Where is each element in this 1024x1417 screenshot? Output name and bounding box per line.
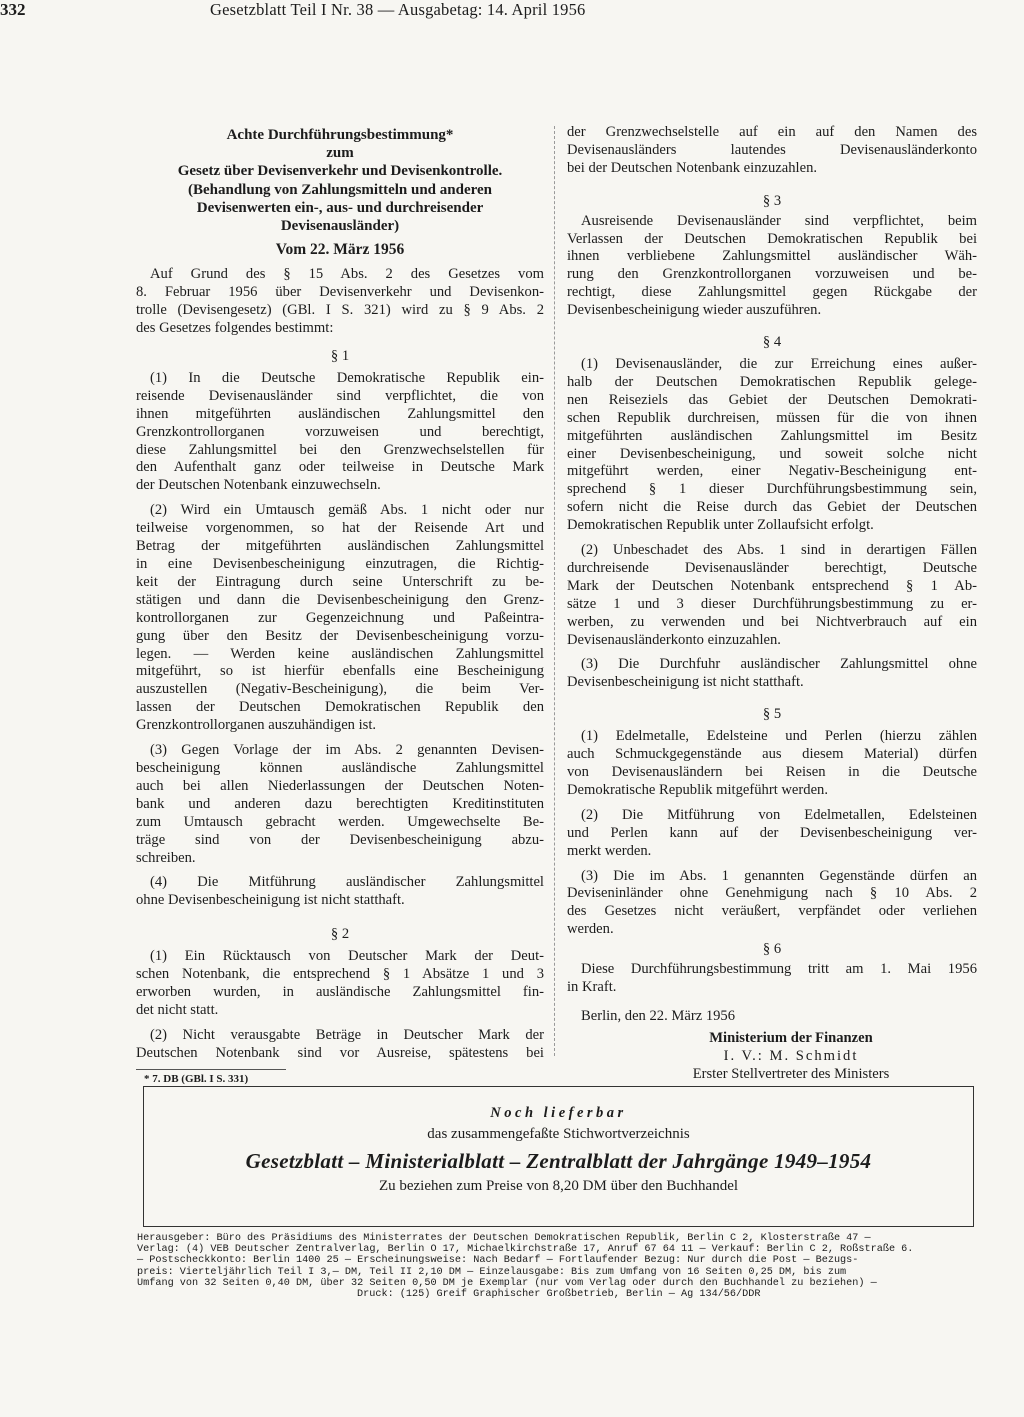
signatory-organization: Ministerium der Finanzen [709,1029,873,1046]
text-line: gung über den Besitz der Devisenbescheinigung vorzu- [136,627,544,644]
imprint [137,1233,979,1300]
text-line: mitgeführt, so ist hierfür ebenfalls eine Bescheinigung [136,663,544,680]
text-line: teilweise vorgenommen, so hat der Reisende Art und [136,520,544,537]
text-line: Demokratischen Republik unter Zollaufsicht erfolgt. [567,517,874,534]
text-line: (4) Die Mitführung ausländischer Zahlungsmittel [150,874,544,891]
text-line: und Perlen kann auf der Devisenbescheinigung ver- [567,824,977,841]
text-line: ihnen verbliebene Zahlungsmittel ausländischer Wäh- [567,248,977,265]
text-line: 8. Februar 1956 über Devisenverkehr und Devisenkon- [136,284,544,301]
signatory-name: I. V.: M. Schmidt [723,1047,859,1064]
ordinance-title [136,126,544,259]
paragraph-5-2 [567,807,977,861]
right-column [567,124,977,1084]
paragraph-1-1 [136,370,544,495]
text-line: Auf Grund des § 15 Abs. 2 des Gesetzes vom [150,266,544,283]
paragraph-2-1 [136,948,544,1020]
left-column [136,126,544,1088]
text-line: mitgeführten ausländischen Zahlungsmittel im Besitz [567,427,977,444]
text-line: werben, zu verwenden und bei Nichtverbrauch auf ein [567,613,977,630]
section-heading-3: § 3 [762,192,782,209]
text-line: (3) Die Durchfuhr ausländischer Zahlungsmittel ohne [581,656,977,673]
text-line: kontrollorganen zur Gegenzeichnung und Paßeintra- [136,609,544,626]
paragraph-1-3 [136,742,544,867]
text-line: werden. [567,921,614,938]
text-line: schen Republik durchreisen, müssen für die von ihnen [567,409,977,426]
text-line: Deviseninländer ohne Genehmigung nach § 10 Abs. 2 [567,885,977,902]
section-heading-6: § 6 [762,941,782,958]
paragraph-3 [567,213,977,320]
text-line: (2) Unbeschadet des Abs. 1 sind in derartigen Fällen [581,542,977,559]
signature-block [567,1030,897,1084]
text-line: des Gesetzes nicht veräußert, verpfändet oder verliehen [567,903,977,920]
notice-price: Zu beziehen zum Preise von 8,20 DM über den Buchhandel [378,1178,739,1194]
text-line: merkt werden. [567,842,652,859]
preamble [136,266,544,338]
text-line: (2) Die Mitführung von Edelmetallen, Edelsteinen [581,806,977,823]
imprint-line: Druck: (125) Greif Graphischer Großbetrieb, Berlin — Ag 134/56/DDR [357,1289,761,1301]
notice-available: Noch lieferbar [490,1105,627,1121]
text-line: schreiben. [136,849,196,866]
title-line: zum [326,145,354,162]
continued-paragraph [567,124,977,178]
text-line: auszustellen (Negativ-Bescheinigung), die beim Ver- [136,681,544,698]
text-line: lassen der Deutschen Demokratischen Republik den [136,699,544,716]
text-line: sätze 1 und 3 dieser Durchführungsbestimmung zu er- [567,595,977,612]
text-line: Demokratische Republik mitgeführt werden. [567,781,828,798]
paragraph-6 [567,961,977,997]
section-heading-4: § 4 [762,334,782,351]
text-line: Mark der Deutschen Notenbank entsprechend § 1 Ab- [567,577,977,594]
text-line: erworben wurden, in ausländische Zahlungsmittel fin- [136,983,544,1000]
text-line: Devisenausländers lautendes Devisenausländerkonto [567,141,977,158]
text-line: zum Umtausch gebracht werden. Umgewechselte Be- [136,813,544,830]
text-line: Devisenausländerkonto einzuzahlen. [567,631,781,648]
text-line: keit der Eintragung durch seine Unterschrift zu be- [136,573,544,590]
text-line: Diese Durchführungsbestimmung tritt am 1. Mai 1956 [581,961,977,978]
text-line: bescheinigung können ausländische Zahlungsmittel [136,759,544,776]
title-line: Achte Durchführungsbestimmung* [226,127,454,143]
imprint-line: — Postscheckkonto: Berlin 1400 25 — Erscheinungsweise: Nach Bedarf — Fortlaufender Bezug: Nur durch die Post — Bezugs- [137,1255,859,1267]
imprint-line: Verlag: (4) VEB Deutscher Zentralverlag, Berlin O 17, Michaelkirchstraße 17, Anruf 67 64 11 — Verkauf: Berlin C 2, Roßstraße 6. [137,1244,914,1256]
imprint-line: Herausgeber: Büro des Präsidiums des Ministerrates der Deutschen Demokratischen Republik, Berlin C 2, Klosterstraße 47 — [137,1233,871,1244]
paragraph-4-2 [567,542,977,649]
gazette-title: Gesetzblatt Teil I Nr. 38 — Ausgabetag: 14. April 1956 [210,0,586,19]
text-line: ihnen mitgeführten ausländischen Zahlungsmittel den [136,405,544,422]
paragraph-1-2 [136,502,544,735]
text-line: halb der Deutschen Demokratischen Republik gelege- [567,373,977,390]
notice-title: Gesetzblatt – Ministerialblatt – Zentralblatt der Jahrgänge 1949–1954 [245,1149,872,1173]
paragraph-4-1 [567,356,977,535]
paragraph-5-3 [567,868,977,940]
text-line: (2) Nicht verausgabte Beträge in Deutscher Mark der [150,1026,544,1043]
text-line: Devisenbescheinigung ist nicht statthaft. [567,674,804,691]
paragraph-5-1 [567,728,977,800]
text-line: den Aufenthalt ganz oder teilweise in Deutsche Mark [136,459,544,476]
text-line: in eine Devisenbescheinigung einzutragen, die Richtig- [136,556,544,573]
text-line: (2) Wird ein Umtausch gemäß Abs. 1 nicht oder nur [150,502,544,519]
text-line: der Deutschen Notenbank einzuwechseln. [136,477,381,494]
text-line: in Kraft. [567,978,617,995]
text-line: (1) Devisenausländer, die zur Erreichung eines außer- [581,355,977,372]
text-line: träge sind von der Devisenbescheinigung abzu- [136,831,544,848]
ordinance-date: Vom 22. März 1956 [275,241,405,259]
paragraph-2-2 [136,1027,544,1063]
text-line: (1) Ein Rücktausch von Deutscher Mark der Deut- [150,948,544,965]
text-line: des Gesetzes folgendes bestimmt: [136,320,334,337]
text-line: stätigen und dann die Devisenbescheinigung den Grenz- [136,591,544,608]
place-date: Berlin, den 22. März 1956 [581,1007,736,1024]
paragraph-4-3 [567,656,977,692]
title-line: Devisenausländer) [280,218,400,235]
text-line: bank und anderen dazu berechtigten Kreditinstituten [136,795,544,812]
text-line: reisende Devisenausländer sind verpflichtet, die von [136,387,544,404]
paragraph-1-4 [136,874,544,910]
title-line: (Behandlung von Zahlungsmitteln und anderen [188,181,492,198]
footnote-rule [136,1069,286,1070]
imprint-line: Umfang von 32 Seiten 0,40 DM, über 32 Seiten 0,50 DM je Exemplar (nur vom Verlag oder durch den Buchhandel zu beziehen) — [137,1277,877,1289]
page-number: 332 [0,0,26,19]
text-line: Betrag der mitgeführten ausländischen Zahlungsmittel [136,538,544,555]
text-line: det nicht statt. [136,1001,219,1018]
text-line: durchreisende Devisenausländer berechtigt, Deutsche [567,559,977,576]
column-divider [554,126,555,1056]
text-line: nen Reiseziels das Gebiet der Deutschen Demokrati- [567,391,977,408]
notice-box [143,1086,974,1227]
text-line: (1) In die Deutsche Demokratische Republik ein- [150,369,544,386]
text-line: Ausreisende Devisenausländer sind verpflichtet, beim [581,212,977,229]
text-line: von Devisenausländern bei Reisen in die Deutsche [567,764,977,780]
text-line: Grenzkontrollorganen vorzuweisen und berechtigt, [136,423,544,440]
text-line: auch bei allen Niederlassungen der Deutschen Noten- [136,777,544,794]
text-line: Verlassen der Deutschen Demokratischen Republik bei [567,230,977,247]
text-line: rechtigt, diese Zahlungsmittel gegen Rückgabe der [567,284,977,301]
text-line: rung den Grenzkontrollorganen vorzuweisen und be- [567,266,977,283]
text-line: Grenzkontrollorganen auszuhändigen ist. [136,717,377,734]
footnote: * 7. DB (GBl. I S. 331) [144,1072,249,1085]
text-line: einer Devisenbescheinigung, und soweit solche nicht [567,445,977,462]
title-line: Gesetz über Devisenverkehr und Devisenkontrolle. [177,163,503,180]
text-line: (3) Gegen Vorlage der im Abs. 2 genannten Devisen- [150,742,544,759]
text-line: bei der Deutschen Notenbank einzuzahlen. [567,159,818,176]
text-line: sprechend § 1 dieser Durchführungsbestimmung sein, [567,481,977,498]
text-line: (3) Die im Abs. 1 genannten Gegenstände dürfen an [581,867,977,884]
text-line: Deutschen Notenbank sind vor Ausreise, spätestens bei [136,1044,544,1061]
text-line: ohne Devisenbescheinigung ist nicht statthaft. [136,892,405,909]
text-line: Devisenbescheinigung wieder auszuführen. [567,302,822,319]
text-line: diese Zahlungsmittel bei den Grenzwechselstellen für [136,441,544,458]
section-heading-1: § 1 [330,348,350,365]
signatory-title: Erster Stellvertreter des Ministers [692,1065,890,1082]
text-line: mitgeführt werden, einer Negativ-Bescheinigung ent- [567,463,977,480]
text-line: auch Schmuckgegenstände aus diesem Material) dürfen [567,746,977,763]
text-line: trolle (Devisengesetz) (GBl. I S. 321) wird zu § 9 Abs. 2 [136,302,544,319]
text-line: schen Notenbank, die entsprechend § 1 Absätze 1 und 3 [136,966,544,983]
text-line: sofern nicht die Reise durch das Gebiet der Deutschen [567,499,977,516]
section-heading-2: § 2 [330,926,350,943]
text-line: der Grenzwechselstelle auf ein auf den Namen des [567,124,977,140]
running-header [0,0,752,24]
title-line: Devisenwerten ein-, aus- und durchreisender [196,199,484,216]
section-heading-5: § 5 [762,706,782,723]
imprint-line: preis: Vierteljährlich Teil I 3,— DM, Teil II 2,10 DM — Einzelausgabe: Bis zum Umfang von 16 Seiten 0,25 DM, bis zum [137,1266,847,1278]
text-line: (1) Edelmetalle, Edelsteine und Perlen (hierzu zählen [581,728,977,745]
text-line: legen. — Werden keine ausländischen Zahlungsmittel [136,645,544,662]
notice-index: das zusammengefaßte Stichwortverzeichnis [427,1126,690,1142]
